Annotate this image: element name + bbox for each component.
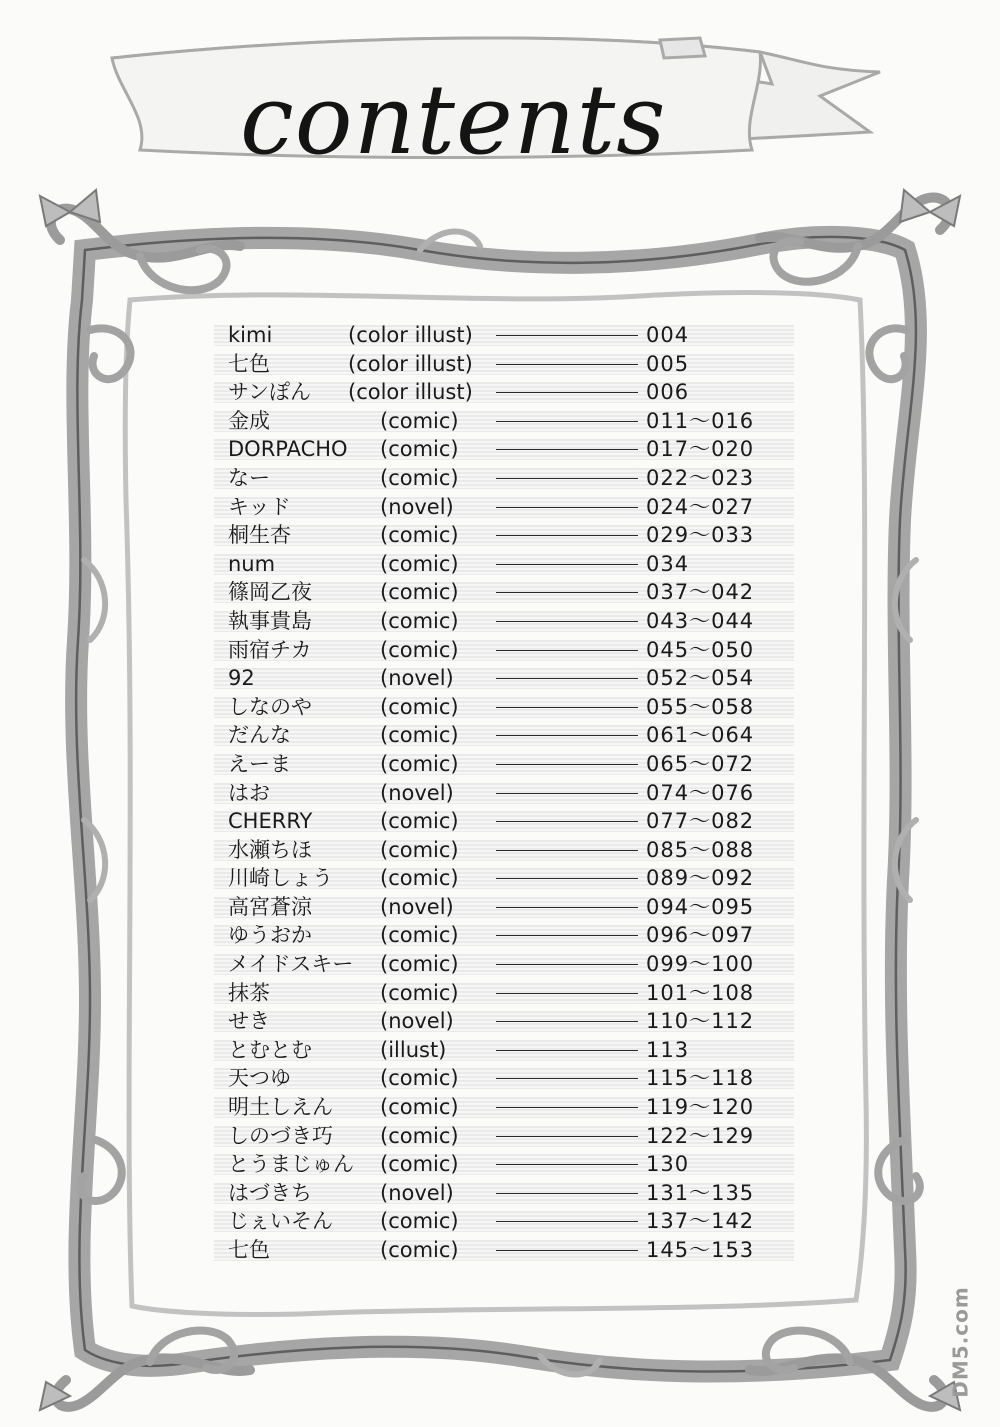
entry-kind: (comic): [380, 1123, 459, 1148]
entry-kind: (comic): [380, 523, 459, 548]
leader-line: [496, 793, 638, 794]
entry-pages: 119～120: [646, 1095, 755, 1120]
toc-entry: [224, 636, 804, 665]
entry-kind: (color illust): [348, 351, 473, 376]
toc-entry: [224, 1122, 804, 1151]
toc-entry: [224, 435, 804, 464]
entry-kind: (comic): [380, 923, 459, 948]
leader-line: [496, 592, 638, 593]
entry-pages: 004: [646, 323, 690, 347]
toc-entry: [224, 1064, 804, 1093]
entry-pages: 101～108: [646, 980, 755, 1005]
toc-entry: [224, 893, 804, 922]
entry-author: 天つゆ: [228, 1066, 291, 1091]
entry-kind: (novel): [380, 1180, 454, 1205]
toc-entry: [224, 550, 804, 579]
entry-kind: (comic): [380, 608, 459, 633]
leader-line: [496, 392, 638, 393]
entry-pages: 130: [646, 1152, 690, 1177]
entry-kind: (comic): [380, 637, 459, 662]
leader-line: [496, 1164, 638, 1165]
entry-pages: 037～042: [646, 580, 755, 605]
entry-kind: (comic): [380, 694, 459, 719]
entry-author: なー: [228, 465, 270, 490]
toc-entry: [224, 721, 804, 750]
entry-author: しのづき巧: [228, 1123, 333, 1148]
entry-pages: 005: [646, 351, 690, 376]
entry-kind: (comic): [380, 580, 459, 605]
toc-entry: [224, 1093, 804, 1122]
entry-kind: (comic): [380, 408, 459, 433]
leader-line: [496, 478, 638, 479]
entry-kind: (novel): [380, 666, 454, 691]
entry-author: kimi: [228, 323, 273, 347]
entry-kind: (color illust): [348, 323, 473, 347]
entry-kind: (comic): [380, 551, 459, 576]
leader-line: [496, 764, 638, 765]
entry-kind: (comic): [380, 837, 459, 862]
leader-line: [496, 964, 638, 965]
entry-kind: (comic): [380, 1066, 459, 1091]
entry-author: 92: [228, 666, 255, 691]
entry-author: 水瀬ちほ: [228, 837, 312, 862]
entry-pages: 110～112: [646, 1009, 755, 1034]
toc-entry: [224, 979, 804, 1008]
leader-line: [496, 650, 638, 651]
entry-author: せき: [228, 1009, 270, 1034]
entry-author: 金成: [228, 408, 270, 433]
entry-pages: 024～027: [646, 494, 755, 519]
entry-kind: (comic): [380, 751, 459, 776]
entry-author: 七色: [228, 1238, 270, 1262]
entry-pages: 089～092: [646, 866, 755, 891]
leader-line: [496, 850, 638, 851]
toc-entry: [224, 350, 804, 379]
leader-line: [496, 907, 638, 908]
toc-entry: [224, 1207, 804, 1236]
leader-line: [496, 1193, 638, 1194]
entry-author: メイドスキー: [228, 952, 354, 977]
entry-pages: 011～016: [646, 408, 755, 433]
leader-line: [496, 507, 638, 508]
toc-entry: [224, 921, 804, 950]
leader-line: [496, 821, 638, 822]
entry-author: えーま: [228, 751, 291, 776]
leader-line: [496, 564, 638, 565]
entry-author: じぇいそん: [228, 1209, 333, 1234]
entry-pages: 043～044: [646, 608, 755, 633]
toc-entry: [224, 378, 804, 407]
entry-kind: (comic): [380, 465, 459, 490]
leader-line: [496, 1221, 638, 1222]
leader-line: [496, 621, 638, 622]
toc-entry: [224, 779, 804, 808]
entry-author: num: [228, 551, 276, 576]
entry-kind: (novel): [380, 494, 454, 519]
leader-line: [496, 678, 638, 679]
toc-entry: [224, 864, 804, 893]
entry-kind: (comic): [380, 1095, 459, 1120]
leader-line: [496, 735, 638, 736]
leader-line: [496, 364, 638, 365]
toc-entry: [224, 950, 804, 979]
entry-pages: 122～129: [646, 1123, 755, 1148]
entry-kind: (comic): [380, 952, 459, 977]
entry-kind: (comic): [380, 809, 459, 834]
entry-author: ゆうおか: [228, 923, 312, 948]
entry-kind: (novel): [380, 780, 454, 805]
entry-pages: 045～050: [646, 637, 755, 662]
toc-entry: [224, 750, 804, 779]
entry-kind: (illust): [380, 1037, 447, 1062]
leader-line: [496, 993, 638, 994]
entry-author: 雨宿チカ: [228, 637, 312, 662]
entry-kind: (comic): [380, 1209, 459, 1234]
leader-line: [496, 1021, 638, 1022]
leader-line: [496, 535, 638, 536]
entry-author: とむとむ: [228, 1037, 312, 1062]
toc-entry: [224, 836, 804, 865]
entry-author: 桐生杏: [228, 523, 291, 548]
entry-author: サンぽん: [228, 380, 311, 405]
entry-pages: 145～153: [646, 1238, 755, 1262]
entry-pages: 074～076: [646, 780, 755, 805]
entry-author: キッド: [228, 494, 291, 519]
entry-author: はづきち: [228, 1180, 312, 1205]
entry-author: 川崎しょう: [228, 866, 333, 891]
entry-author: 抹茶: [228, 980, 270, 1005]
leader-line: [496, 1078, 638, 1079]
contents-list: [224, 321, 804, 1265]
entry-author: だんな: [228, 723, 291, 748]
toc-entry: [224, 321, 804, 350]
leader-line: [496, 335, 638, 336]
entry-kind: (comic): [380, 437, 459, 462]
toc-entry: [224, 1007, 804, 1036]
entry-author: 高宮蒼涼: [228, 894, 312, 919]
entry-kind: (comic): [380, 980, 459, 1005]
toc-entry: [224, 607, 804, 636]
leader-line: [496, 1250, 638, 1251]
toc-entry: [224, 807, 804, 836]
entry-author: CHERRY: [228, 809, 313, 834]
entry-kind: (comic): [380, 723, 459, 748]
entry-pages: 022～023: [646, 465, 755, 490]
entry-pages: 099～100: [646, 952, 755, 977]
toc-entry: [224, 1236, 804, 1265]
leader-line: [496, 878, 638, 879]
entry-kind: (novel): [380, 894, 454, 919]
entry-pages: 052～054: [646, 666, 755, 691]
entry-kind: (comic): [380, 1152, 459, 1177]
entry-pages: 115～118: [646, 1066, 755, 1091]
toc-entry: [224, 1150, 804, 1179]
toc-entry: [224, 521, 804, 550]
entry-pages: 055～058: [646, 694, 755, 719]
toc-entry: [224, 1179, 804, 1208]
entry-pages: 096～097: [646, 923, 755, 948]
entry-kind: (comic): [380, 866, 459, 891]
entry-pages: 077～082: [646, 809, 755, 834]
entry-pages: 113: [646, 1037, 690, 1062]
toc-entry: [224, 464, 804, 493]
leader-line: [496, 935, 638, 936]
toc-entry: [224, 693, 804, 722]
entry-pages: 085～088: [646, 837, 755, 862]
leader-line: [496, 1107, 638, 1108]
entry-pages: 006: [646, 380, 690, 405]
entry-pages: 061～064: [646, 723, 755, 748]
leader-line: [496, 707, 638, 708]
entry-kind: (novel): [380, 1009, 454, 1034]
leader-line: [496, 449, 638, 450]
entry-pages: 017～020: [646, 437, 755, 462]
entry-pages: 094～095: [646, 894, 755, 919]
entry-author: はお: [228, 780, 270, 805]
entry-author: 七色: [228, 351, 270, 376]
entry-pages: 065～072: [646, 751, 755, 776]
page-title: contents: [240, 64, 667, 176]
entry-pages: 034: [646, 551, 690, 576]
watermark: [950, 1270, 990, 1420]
entry-author: 篠岡乙夜: [228, 580, 312, 605]
entry-author: しなのや: [228, 694, 312, 719]
entry-author: 明土しえん: [228, 1095, 333, 1120]
entry-pages: 029～033: [646, 523, 755, 548]
leader-line: [496, 1050, 638, 1051]
toc-entry: [224, 407, 804, 436]
toc-entry: [224, 1036, 804, 1065]
entry-author: 執事貴島: [228, 608, 312, 633]
leader-line: [496, 1136, 638, 1137]
entry-pages: 131～135: [646, 1180, 755, 1205]
toc-entry: [224, 664, 804, 693]
toc-entry: [224, 493, 804, 522]
entry-pages: 137～142: [646, 1209, 755, 1234]
toc-entry: [224, 578, 804, 607]
entry-author: とうまじゅん: [228, 1152, 354, 1177]
entry-kind: (color illust): [348, 380, 473, 405]
leader-line: [496, 421, 638, 422]
watermark-text: DM5.com: [948, 1286, 973, 1398]
entry-author: DORPACHO: [228, 437, 348, 462]
entry-kind: (comic): [380, 1238, 459, 1262]
